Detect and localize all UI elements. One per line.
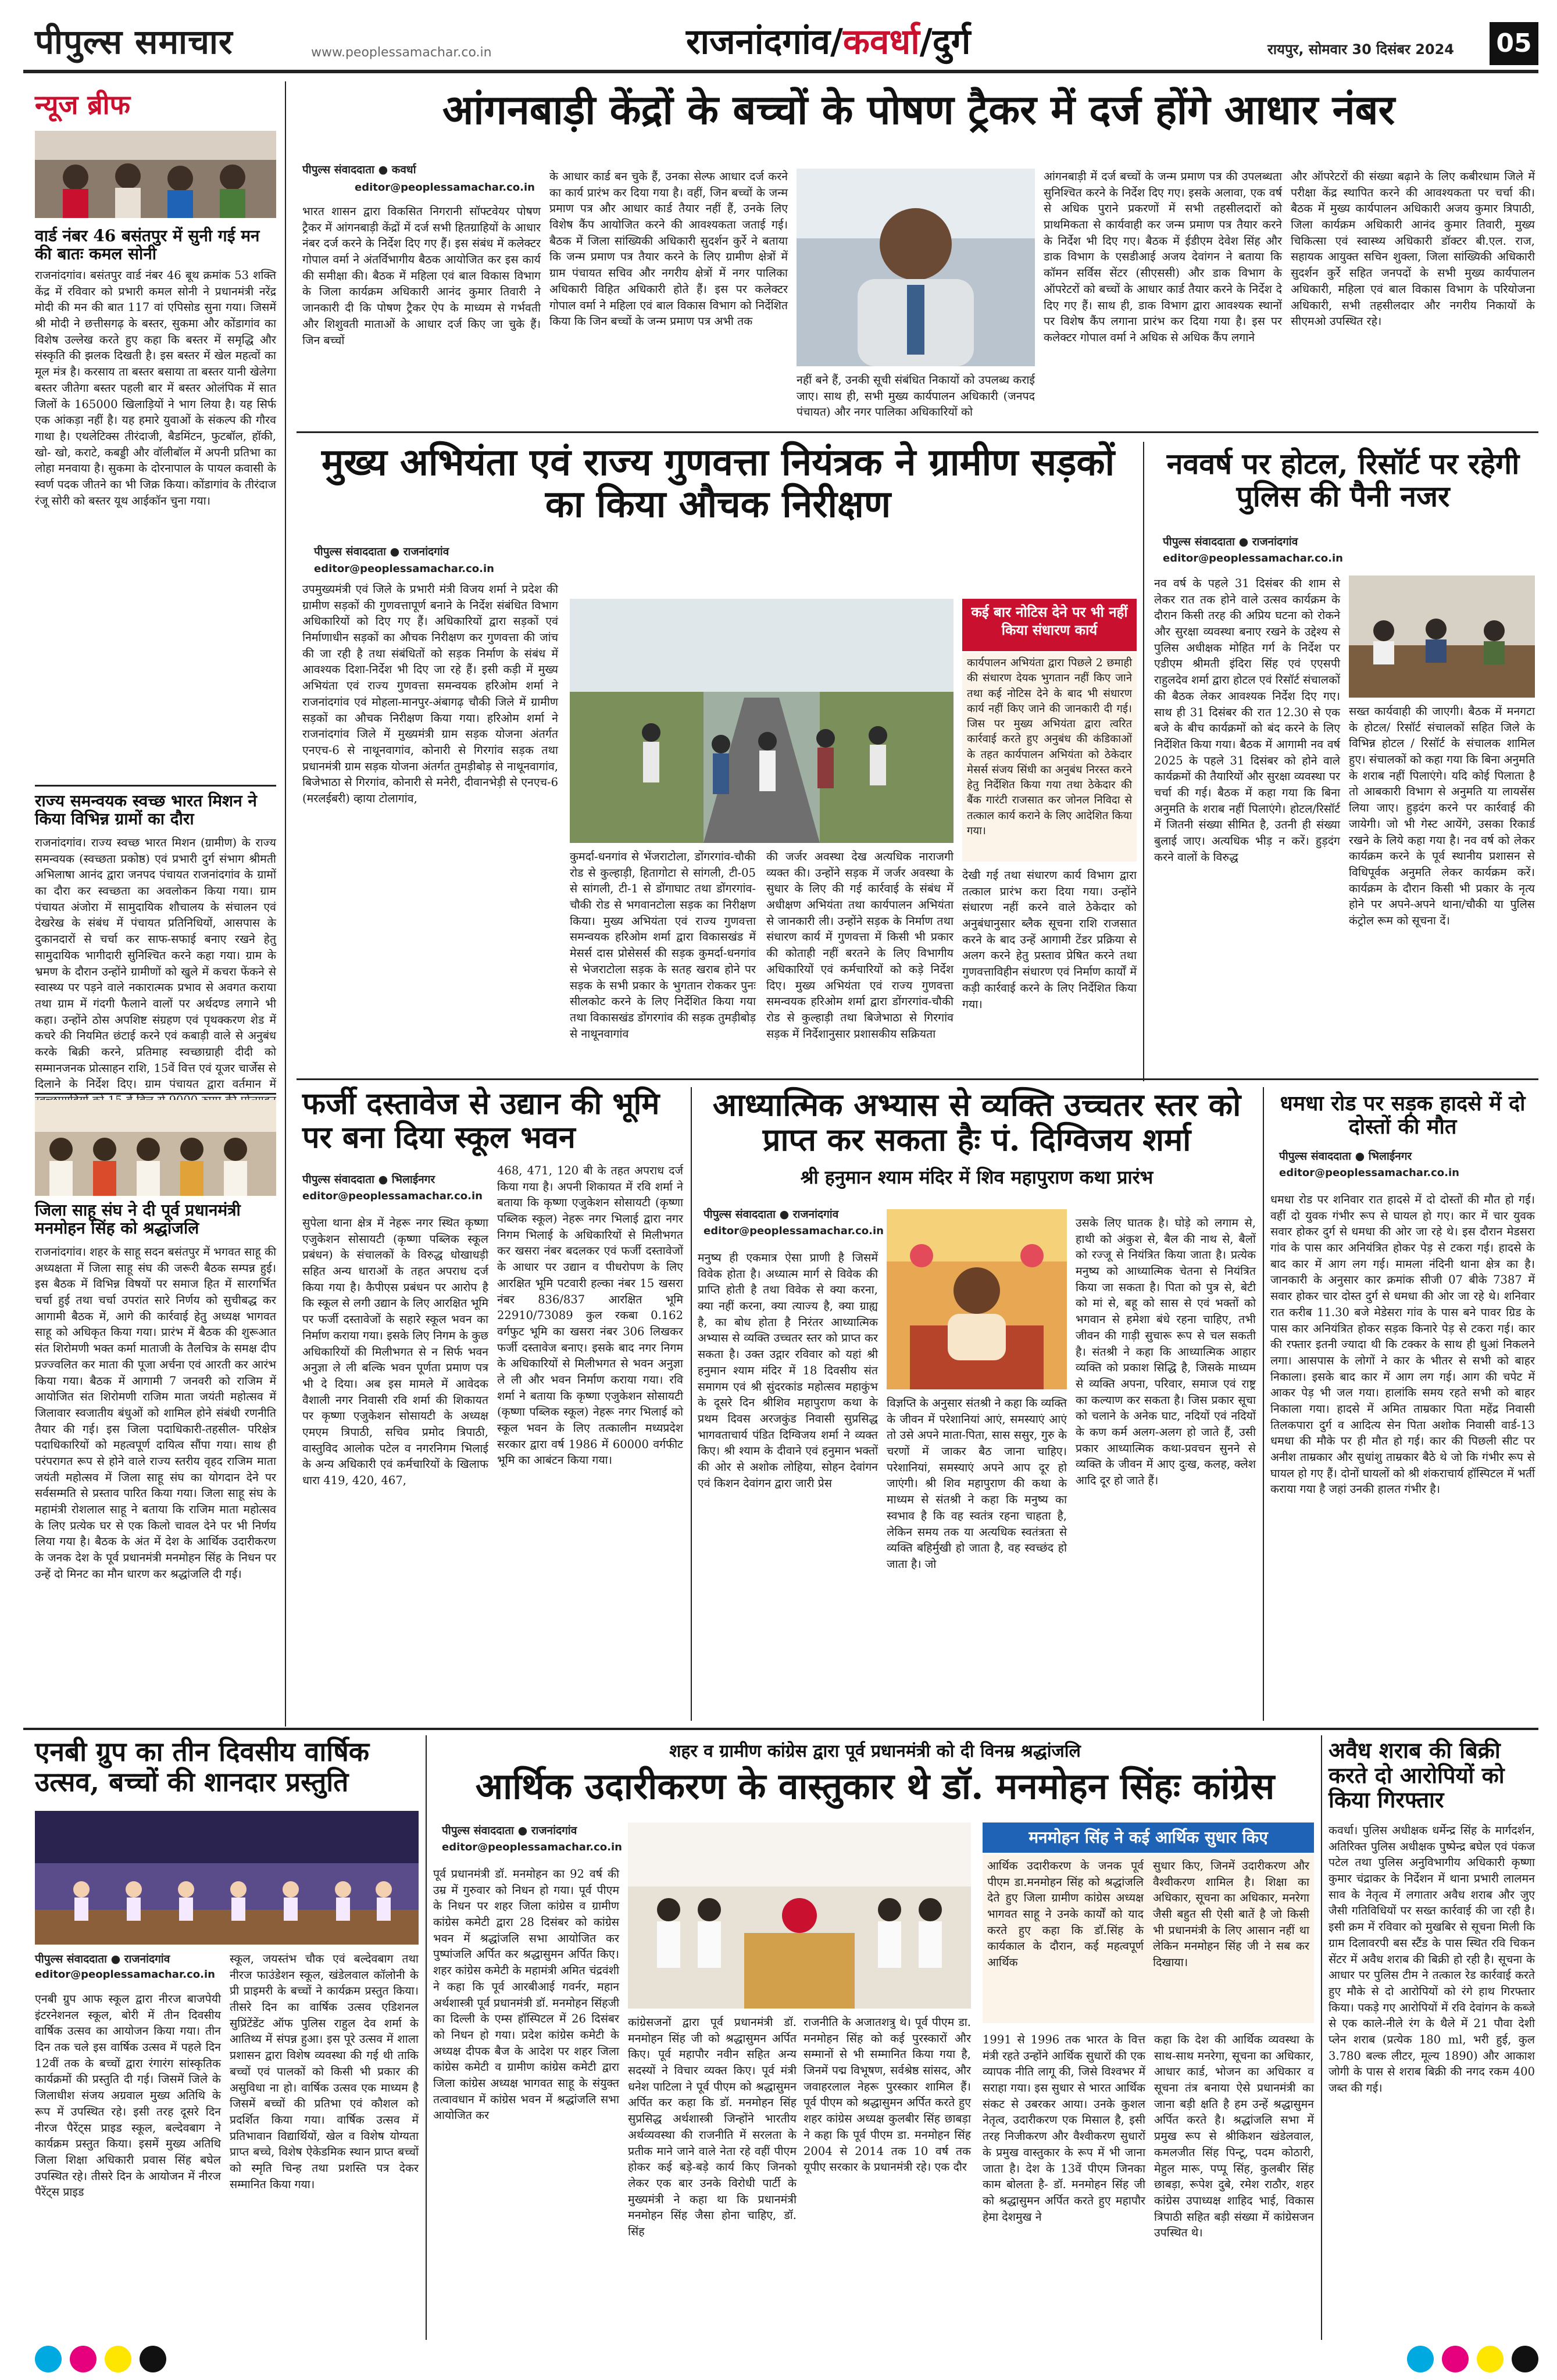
- byline-name: पीपुल्स संवाददाता: [35, 1953, 107, 1966]
- roads-email[interactable]: editor@peoplessamachar.co.in: [314, 563, 494, 575]
- reg-mark-cyan: [1407, 2346, 1434, 2372]
- spiritual-col2: विज्ञप्ति के अनुसार संतश्री ने कहा कि व्यक्ति के जीवन में परेशानियां आएं, समस्याएं आएं तो उसे अपने माता-पिता, सास ससुर, गुरु के चरणों में जाकर बैठ जाना चाहिए। परेशानियां, समस्याएं अपने आप दूर हो जाएंगी। श्री शिव महापुराण की कथा के माध्यम से संतश्री ने कहा कि मनुष्य का स्वभाव है कि वह स्वतंत्र रहना चाहता है, लेकिन समय तक या अत्यधिक स्वतंत्रता से व्यक्ति बहिर्मुखी हो जाता है, वह स्वच्छंद हो जाता है। जो: [887, 1396, 1067, 1571]
- brief-photo-mann-ki-baat: [35, 131, 276, 218]
- section-divider: [297, 1078, 1538, 1080]
- roads-sidebox-body: कार्यपालन अभियंता द्वारा पिछले 2 छमाही की संधारण देयक भुगतान नहीं किए जाने तथा कई नोटिस देने के बाद भी संधारण कार्य नहीं किए जाने की जानकारी दी गई। जिस पर मुख्य अभियंता द्वारा त्वरित कार्रवाई करते हुए अनुबंध की कंडिकाओं के तहत कार्यपालन अभियंता को ठेकेदार मेसर्स संजय सिंधी का अनुबंध निरस्त करने हेतु निर्देशित किया गया तथा ठेकेदार की बैंक गारंटी राजसात कर जोनल निविदा से तत्काल कार्य कराने के लिए आदेशित किया गया।: [962, 652, 1137, 862]
- school-headline: फर्जी दस्तावेज से उद्यान की भूमि पर बना दिया स्कूल भवन: [302, 1086, 660, 1156]
- column-divider: [426, 1735, 427, 2340]
- manmohan-col1: पूर्व प्रधानमंत्री डॉ. मनमोहन का 92 वर्ष की उम्र में गुरुवार को निधन हो गया। पूर्व पीएम के निधन पर शहर जिला कांग्रेस व ग्रामीण कांग्रेस कमेटी द्वारा 28 दिसंबर को कांग्रेस भवन में श्रद्धांजलि सभा आयोजित कर पुष्पांजलि अर्पित कर श्रद्धासुमन अर्पित किए। शहर कांग्रेस कमेटी के महामंत्री अमित चंद्रवंशी ने कहा कि पूर्व आरबीआई गवर्नर, महान अर्थशास्त्री पूर्व प्रधानमंत्री डॉ. मनमोहन सिंहजी का दिल्ली के एम्स हॉस्पिटल में 26 दिसंबर को निधन हो गया। प्रदेश कांग्रेस कमेटी के अध्यक्ष दीपक बैज के आदेश पर शहर जिला कांग्रेस कमेटी व ग्रामीण कांग्रेस कमेटी द्वारा जिला कांग्रेस अध्यक्ष भागवत साहू के संयुक्त तत्वावधान में कांग्रेस भवन में श्रद्धांजलि सभा आयोजित कर: [433, 1867, 619, 2122]
- liquor-headline: अवैध शराब की बिक्री करते दो आरोपियों को किया गिरफ्तार: [1329, 1737, 1505, 1813]
- spiritual-byline: पीपुल्स संवाददाता ● राजनांदगांव: [703, 1208, 839, 1221]
- anganwadi-photo-collector: [797, 169, 1035, 366]
- manmohan-col2: कांग्रेसजनों द्वारा पूर्व प्रधानमंत्री डॉ. मनमोहन सिंह जी को श्रद्धासुमन अर्पित किए। पूर्व महापौर नवीन सहित अन्य सदस्यों ने विचार व्यक्त किए। पूर्व मंत्री धनेश पाटिला ने पूर्व पीएम को श्रद्धासुमन अर्पित कर कहा कि डॉ. मनमोहन सिंह सुप्रसिद्ध अर्थशास्त्री जिन्होंने भारतीय अर्थव्यवस्था की राजनीति में सरलता के प्रतीक माने जाने वाले नेता रहे वहीं पीएम होकर कई बड़े-बड़े कार्य किए जिनको लेकर एक बार उनके विरोधी पार्टी के मुख्यमंत्री ने कहा था कि प्रधानमंत्री मनमोहन सिंह जैसा होना चाहिए, डॉ. सिंह: [628, 2016, 797, 2238]
- byline-name: पीपुल्स संवाददाता: [442, 1824, 514, 1837]
- anganwadi-col3: नहीं बने हैं, उनकी सूची संबंधित निकायों को उपलब्ध कराई जाए। साथ ही, सभी मुख्य कार्यपालन अधिकारी (जनपद पंचायत) और नगर पालिका अधिकारियों को: [797, 373, 1035, 419]
- manmohan-sidebox-a: आर्थिक उदारीकरण के जनक पूर्व पीएम डा.मनमोहन सिंह को श्रद्धांजलि देते हुए जिला ग्रामीण कांग्रेस अध्यक्ष भागवत साहू ने उनके कार्यों को याद करते हुए कहा कि डॉ.सिंह के कार्यकाल के दौरान, कई महत्वपूर्ण आर्थिक: [983, 1854, 1148, 2023]
- reg-mark-yellow: [105, 2346, 131, 2372]
- people-photo-icon: [35, 131, 276, 218]
- spiritual-photo-katha: [887, 1209, 1067, 1389]
- spiritual-headline: आध्यात्मिक अभ्यास से व्यक्ति उच्चतर स्तर को प्राप्त कर सकता हैः पं. दिग्विजय शर्मा: [712, 1086, 1241, 1159]
- newyear-headline: नववर्ष पर होटल, रिसॉर्ट पर रहेगी पुलिस की पैनी नजर: [1166, 446, 1520, 513]
- manmohan-kicker: शहर व ग्रामीण कांग्रेस द्वारा पूर्व प्रधानमंत्री को दी विनम्र श्रद्धांजलि: [669, 1741, 1081, 1761]
- byline-place: राजनांदगांव: [1252, 535, 1298, 548]
- meeting-photo-icon: [35, 1100, 276, 1196]
- manmohan-col4: 1991 से 1996 तक भारत के वित्त मंत्री रहते उन्होंने आर्थिक सुधारों की एक व्यापक नीति लागू की, जिसे विश्वभर में सराहा गया। इस सुधार से भारत आर्थिक संकट से उबरकर आया। उनके कुशल नेतृत्व, उदारीकरण एक मिसाल है, इसी तरह निजीकरण और वैश्वीकरण सुधारों के प्रमुख वास्तुकार के रूप में भी जाना जाता है। देश के 13वें पीएम जिनका काम बोलता है- डॉ. मनमोहन सिंह जी को श्रद्धासुमन अर्पित करते हुए महापौर हेमा देशमुख ने: [983, 2033, 1145, 2224]
- manmohan-sidebox-b: सुधार किए, जिनमें उदारीकरण और वैश्वीकरण शामिल है। शिक्षा का अधिकार, सूचना का अधिकार, मनरेगा जैसी बहुत सी ऐसी बातें है जो किसी भी प्रधानमंत्री के लिए आसान नहीं था लेकिन मनमोहन सिंह जी ने सब कर दिखाया।: [1148, 1854, 1314, 2023]
- tribute-meeting-photo-icon: [628, 1822, 971, 2009]
- news-brief-label: न्यूज ब्रीफ: [35, 89, 131, 120]
- stage-performance-photo-icon: [35, 1811, 419, 1945]
- reg-mark-black: [1512, 2346, 1538, 2372]
- roads-col1: उपमुख्यमंत्री एवं जिले के प्रभारी मंत्री विजय शर्मा ने प्रदेश की ग्रामीण सड़कों की गुणवत्तापूर्ण बनाने के निर्देश संबंधित विभाग अधिकारियों को दिए गए हैं। अधिकारियों द्वारा सड़कों एवं निर्माणाधीन सड़कों का औचक निरीक्षण कर गुणवत्ता की जांच की जा रही है तथा संबंधितों को सड़क निर्माण के संबंध में आवश्यक दिशा-निर्देश भी दिए जा रहे हैं। इसी कड़ी में मुख्य अभियंता एवं राज्य गुणवत्ता समन्वयक हरिओम शर्मा ने राजनांदगांव एवं मोहला-मानपुर-अंबागढ़ चौकी जिले में ग्रामीण सड़कों का औचक निरीक्षण किया गया। हरिओम शर्मा ने राजनांदगांव जिले में मुख्यमंत्री ग्राम सड़क योजना अंतर्गत एनएच-6 से नाथूनवागांव, कोनारी से गिरगांव सड़क तथा प्रधानमंत्री ग्राम सड़क योजना अंतर्गत तुमड़ीबोड़ से नाथूनवागांव, बिजेभाठा से गिरगांव, कोनारी से मनेरी, दीवानभेड़ी से एनएच-6 (मरलईबरी) व्हाया टोलागांव,: [302, 583, 558, 805]
- masthead: [0, 0, 1557, 70]
- byline-place: भिलाईनगर: [391, 1173, 435, 1186]
- column-divider: [691, 1087, 692, 1721]
- byline-name: पीपुल्स संवाददाता: [302, 163, 374, 176]
- column-divider: [1321, 1735, 1322, 2340]
- logo: पीपुल्स समाचार: [35, 22, 233, 62]
- masthead-rule: [23, 70, 1538, 73]
- roads-col4: देखी गई तथा संधारण कार्य विभाग द्वारा तत्काल प्रारंभ करा दिया गया। उन्होंने संधारण नहीं करने वाले ठेकेदार को अनुबंधानुसार ब्लैक सूचना राशि राजसात करने के बाद उन्हें आगामी टेंडर प्रक्रिया से अलग करने हेतु प्रस्ताव प्रेषित करने तथा गुणवत्ताविहीन संधारण एवं निर्माण कार्यों में कड़ी कार्रवाई करने के लिए निर्देशित किया गया।: [962, 869, 1137, 1011]
- brief-1-headline: वार्ड नंबर 46 बसंतपुर में सुनी गई मन की बातः कमल सोनी: [35, 226, 260, 264]
- manmohan-col3: राजनीति के अजातशत्रु थे। पूर्व पीएम डा. मनमोहन सिंह को कई पुरस्कारों और सम्मानों से भी सम्मानित किया गया है, जिनमें पद्म विभूषण, सर्वश्रेष्ठ सांसद, और जवाहरलाल नेहरू पुरस्कार शामिल हैं। पूर्व पीएम को श्रद्धासुमन अर्पित करते हुए शहर कांग्रेस अध्यक्ष कुलबीर सिंह छाबड़ा ने कहा कि पूर्व पीएम डा. मनमोहन सिंह 2004 से 2014 तक 10 वर्ष तक यूपीए सरकार के प्रधानमंत्री रहे। एक दौर: [804, 2016, 971, 2174]
- anganwadi-col2: के आधार कार्ड बन चुके हैं, उनका सेल्फ आधार दर्ज करने का कार्य प्रारंभ कर दिया गया है। वहीं, जिन बच्चों के जन्म प्रमाण पत्र और आधार कार्ड तैयार नहीं हैं, उनके लिए विशेष कैंप आयोजित करने की आवश्यकता जताई गई। बैठक में जिला सांख्यिकी अधिकारी सुदर्शन कुर्रे ने बताया कि जन्म प्रमाण पत्र तैयार करने के लिए ग्रामीण क्षेत्रों में ग्राम पंचायत सचिव और नगरीय क्षेत्रों में नगर पालिका अधिकारी विहित अधिकारी होते हैं। इस पर कलेक्टर गोपाल वर्मा ने महिला एवं बाल विकास विभाग को निर्देशित किया कि जिन बच्चों के जन्म प्रमाण पत्र अभी तक: [549, 170, 788, 328]
- brief-divider: [35, 1093, 276, 1095]
- roads-col2: कुमर्दा-धनगांव से भेंजराटोला, डोंगरगांव-चौकी रोड से कुल्हाड़ी, हितागोटा से सांगली, टी-05 से सांगली, टी-1 से डोंगाघाट तथा डोंगरगांव-चौकी रोड से भगवानटोला सड़क का निरीक्षण किया। मुख्य अभियंता एवं राज्य गुणवत्ता समन्वयक हरिओम शर्मा द्वारा विकासखंड में मेसर्स दास प्रोसेसर्स की सड़क कुमर्दा-धनगांव से भेजराटोला सड़क के सतह खराब होने पर सड़क के सभी प्रकार के भुगतान रोककर पुनः सीलकोट करने के लिए निर्देशित किया गया तथा विकासखंड डोंगरगांव की सड़क तुमड़ीबोड़ से नाथूनवागांव: [570, 850, 756, 1041]
- spiritual-subhead: श्री हनुमान श्याम मंदिर में शिव महापुराण कथा प्रारंभ: [800, 1166, 1154, 1188]
- manmohan-headline: आर्थिक उदारीकरण के वास्तुकार थे डॉ. मनमोहन सिंहः कांग्रेस: [475, 1765, 1275, 1807]
- reg-mark-yellow: [1477, 2346, 1504, 2372]
- brief-2-body: राजनांदगांव। राज्य स्वच्छ भारत मिशन (ग्रामीण) के राज्य समन्वयक (स्वच्छता प्रकोष्ठ) एवं प्रभारी दुर्ग संभाग श्रीमती अभिलाषा आनंद द्वारा जनपद पंचायत राजनांदगांव के ग्रामों का दौरा कर स्वच्छता का अवलोकन किया गया। ग्राम पंचायत अंजोरा में सामुदायिक शौचालय के संचालन एवं देखरेख के संबंध में पंचायत प्रतिनिधियों, आसपास के दुकानदारों से चर्चा कर साफ-सफाई बनाए रखने हेतु सामुदायिक भागीदारी सुनिश्चित करने कहा गया। ग्राम के भ्रमण के दौरान उन्होंने ग्रामीणों को खुले में कचरा फेंकने से स्वास्थ्य पर पड़ने वाले नकारात्मक प्रभाव से अवगत कराया तथा ग्राम में गंदगी फैलाने वालों पर अर्थदण्ड लगाने भी कहा। उन्होंने ठोस अपशिष्ट संग्रहण एवं पृथक्करण शेड में कचरे की नियमित छंटाई करने एवं कबाड़ी वाले से अनुबंध करके बिक्री करने, प्रतिमाह स्वच्छाग्राही दीदी को सम्मानजनक प्रोत्साहन राशि, 15वें वित्त एवं यूजर चार्जेस से दिलाने के निर्देश दिए। ग्राम पंचायत द्वारा वर्तमान में: [35, 836, 276, 1091]
- school-email[interactable]: editor@peoplessamachar.co.in: [302, 1190, 483, 1202]
- school-col1: सुपेला थाना क्षेत्र में नेहरू नगर स्थित कृष्णा एजुकेशन सोसायटी (कृष्णा पब्लिक स्कूल प्रबंधन) के संचालकों के विरुद्ध धोखाधड़ी सहित अन्य धाराओं के तहत अपराध दर्ज किया गया है। कैपीएस प्रबंधन पर आरोप है कि स्कूल से लगी उद्यान के लिए आरक्षित भूमि पर फर्जी दस्तावेजों के सहारे स्कूल भवन का निर्माण कराया गया। इसके लिए निगम के कुछ अधिकारियों की मिलीभगत से न सिर्फ भवन अनुज्ञा ले ली बल्कि भवन पूर्णता प्रमाण पत्र भी दे दिया। अब इस मामले में आवेदक वैशाली नगर निवासी रवि शर्मा की शिकायत पर कृष्णा एजुकेशन सोसायटी के अध्यक्ष एमएम त्रिपाठी, सचिव प्रमोद त्रिपाठी, वास्तुविद आलोक पटेल व नगरनिगम भिलाई के अन्य अधिकारी एवं कर्मचारियों के खिलाफ धारा 419, 420, 467,: [302, 1216, 488, 1487]
- anganwadi-headline: आंगनबाड़ी केंद्रों के बच्चों के पोषण ट्रैकर में दर्ज होंगे आधार नंबर: [442, 85, 1395, 134]
- manmohan-sidebox-title: मनमोहन सिंह ने कई आर्थिक सुधार किए: [983, 1822, 1314, 1853]
- roads-col3: की जर्जर अवस्था देख अत्यधिक नाराजगी व्यक्त की। उन्होंने सड़क में जर्जर अवस्था के सुधार के लिए की गई कार्रवाई के संबंध में अधीक्षण अभियंता तथा कार्यपालन अभियंता से जानकारी ली। उन्होंने सड़क के निर्माण तथा संधारण कार्य में गुणवत्ता में किसी भी प्रकार की कोताही नहीं बरतने के लिए विभागीय अधिकारियों एवं कर्मचारियों को कड़े निर्देश दिए। मुख्य अभियंता एवं राज्य गुणवत्ता समन्वयक हरिओम शर्मा द्वारा डोंगरगांव-चौकी रोड से कुल्हाड़ी तथा बिजेभाठा से गिरगांव सड़क में निर्देशानुसार प्रशासकीय सक्रियता: [766, 850, 954, 1041]
- byline-place: कवर्धा: [391, 163, 416, 176]
- section-title: [686, 16, 970, 64]
- brief-divider: [35, 785, 276, 787]
- page-number: 05: [1490, 22, 1538, 65]
- anganwadi-email[interactable]: editor@peoplessamachar.co.in: [355, 181, 535, 194]
- nbgroup-col1: एनबी ग्रुप आफ स्कूल द्वारा नीरज बाजपेयी इंटरनेशनल स्कूल, बोरी में तीन दिवसीय वार्षिक उत्सव का आयोजन किया गया। तीन दिन तक चले इस वार्षिक उत्सव में पहले दिन 12वीं तक के बच्चों द्वारा रंगारंग सांस्कृतिक कार्यक्रमों की प्रस्तुति दी गई। जिसमें जिले के जिलाधीश संजय अग्रवाल मुख्य अतिथि के रूप में उपस्थित रहे। इसी तरह दूसरे दिन नीरज पैरेंट्स प्राइड स्कूल, बल्देवबाग ने कार्यक्रम प्रस्तुत किया। इसमें मुख्य अतिथि जिला शिक्षा अधिकारी प्रवास सिंह बघेल उपस्थित रहे। तीसरे दिन के आयोजन में नीरज पैरेंट्स प्राइड: [35, 1992, 221, 2199]
- byline-name: पीपुल्स संवाददाता: [703, 1208, 776, 1221]
- anganwadi-col1: भारत शासन द्वारा विकसित निगरानी सॉफ्टवेयर पोषण ट्रैकर में आंगनबाड़ी केंद्रों में दर्ज सभी हितग्राहियों के आधार नंबर दर्ज करने के निर्देश दिए गए हैं। इस संबंध में कलेक्टर गोपाल वर्मा ने अंतर्विभागीय बैठक आयोजित कर इस कार्य की समीक्षा की। बैठक में महिला एवं बाल विकास विभाग के जिला कार्यक्रम अधिकारी आनंद कुमार तिवारी ने जानकारी दी कि पोषण ट्रैकर ऐप के माध्यम से गर्भवती और शिशुवती माताओं के आधार दर्ज किए जा चुके हैं। जिन बच्चों: [302, 205, 541, 347]
- nbgroup-byline: पीपुल्स संवाददाता ● राजनांदगांव: [35, 1953, 170, 1966]
- spiritual-col3: उसके लिए घातक है। घोड़े को लगाम से, हाथी को अंकुश से, बैल की नाथ से, बैलों को रज्जू से नियंत्रित किया जाता है। प्रत्येक मनुष्य को आध्यात्मिक चेतना से नियंत्रित किया जा सकता है। पिता को पुत्र से, बेटी को मां से, बहू को सास से एवं भक्तों को भगवान से हमेशा बंधे रहना चाहिए, तभी जीवन की गाड़ी सुचारू रूप से चल सकती है। संतश्री ने कहा कि आध्यात्मिक आहार व्यक्ति को प्रकाश सिद्धि है, जिसके माध्यम से व्यक्ति अपना, परिवार, समाज एवं राष्ट्र का कल्याण कर सकता है। जिस प्रकार सूचा को चलाने के अनेक घाट, नदियों एवं नदियों के कण कर्म अलग-अलग हो जाते हैं, उसी प्रकार आध्यात्मिक कथा-प्रवचन सुनने से व्यक्ति के जीवन में आए दुःख, कलह, क्लेश आदि दूर हो जाते हैं।: [1076, 1216, 1256, 1487]
- manmohan-photo-tribute: [628, 1822, 971, 2009]
- roads-headline: मुख्य अभियंता एवं राज्य गुणवत्ता नियंत्रक ने ग्रामीण सड़कों का किया औचक निरीक्षण: [321, 441, 1115, 526]
- nbgroup-email[interactable]: editor@peoplessamachar.co.in: [35, 1968, 215, 1981]
- anganwadi-col5: और ऑपरेटरों की संख्या बढ़ाने के लिए कबीरधाम जिले में परीक्षा केंद्र स्थापित करने की आवश्यकता पर चर्चा की। बैठक में मुख्य कार्यपालन अधिकारी अजय कुमार त्रिपाठी, जिला कार्यक्रम अधिकारी आनंद कुमार तिवारी, मुख्य चिकित्सा एवं स्वास्थ्य अधिकारी डॉक्टर बी.एल. राज, सहायक आयुक्त सचिन शुक्ला, जिला सांख्यिकी अधिकारी सुदर्शन कुर्रे सहित जनपदों के सभी मुख्य कार्यपालन अधिकारी, महिला एवं बाल विकास विभाग के परियोजना अधिकारी, सभी तहसीलदार और नगरीय निकायों के सीएमओ उपस्थित रहे।: [1291, 170, 1535, 328]
- roads-sidebox-title: कई बार नोटिस देने पर भी नहीं किया संधारण कार्य: [962, 599, 1137, 651]
- section-divider: [297, 431, 1538, 433]
- dhamtari-byline: पीपुल्स संवाददाता ● भिलाईनगर: [1279, 1150, 1412, 1163]
- brief-3-body: राजनांदगांव। शहर के साहू सदन बसंतपुर में भगवत साहू की अध्यक्षता में जिला साहू संघ की जरूरी बैठक सम्पन्न हुई। इस बैठक में विभिन्न विषयों पर समाज हित में सारगर्भित चर्चा हुई तथा चर्चा उपरांत सारे निर्णय को सुचीबद्ध कर आगामी बैठक में, आगे की कार्रवाई हेतु अध्यक्ष भागवत साहू को अधिकृत किया गया। प्रारंभ में बैठक की शुरूआत संत शिरोमणी भक्त कर्मा माताजी के तैलचित्र के समक्ष दीप प्रज्ज्वलित कर माता की पूजा अर्चना एवं आरती कर आरंभ किया गया। बैठक में आगामी 7 जनवरी को राजिम में आयोजित संत शिरोमणी राजिम माता जयंती महोत्सव में जिलावार स्वजातीय बंधुओं को शामिल होने संबंधी रणनीति तैयार की गई। इस जिला पदाधिकारी-तहसील- परिक्षेत्र पदाधिकारियों को महत्वपूर्ण दायित्व सौंपा गया। साथ ही परंपरागत रूप से होने वाले राज्य स्तरीय वृहद राजिम माता जयंती महोत्सव में जिला साहू संघ का योगदान देने पर सर्वसम्मति से प्रस्ताव पारित किया गया। जिला साहू संघ के महामंत्री रोशलाल साहू ने बताया कि राजिम माता महोत्सव के लिए प्रत्येक घर से एक किलो चावल देने पर भी निर्णय लिया गया है। बैठक के अंत में देश के आर्थिक उदारीकरण के जनक देश के पूर्व प्रधानमंत्री मनमोहन सिंह के निधन पर उन्हें दो मिनट का मौन धारण कर श्रद्धांजलि दी गई।: [35, 1245, 276, 1581]
- roads-photo-inspection: [570, 599, 954, 843]
- newyear-email[interactable]: editor@peoplessamachar.co.in: [1163, 552, 1343, 564]
- meeting-room-photo-icon: [1349, 576, 1535, 698]
- byline-name: पीपुल्स संवाददाता: [314, 545, 386, 558]
- reg-mark-magenta: [70, 2346, 97, 2372]
- column-divider: [1143, 442, 1144, 1081]
- byline-place: राजनांदगांव: [403, 545, 449, 558]
- issue-date: रायपुर, सोमवार 30 दिसंबर 2024: [1267, 41, 1455, 58]
- left-column-divider: [285, 81, 286, 1727]
- byline-place: राजनांदगांव: [124, 1953, 170, 1966]
- nbgroup-headline: एनबी ग्रुप का तीन दिवसीय वार्षिक उत्सव, बच्चों की शानदार प्रस्तुति: [35, 1736, 370, 1797]
- roads-byline: पीपुल्स संवाददाता ● राजनांदगांव: [314, 545, 449, 558]
- byline-name: पीपुल्स संवाददाता: [1163, 535, 1235, 548]
- brief-1-body: राजनांदगांव। बसंतपुर वार्ड नंबर 46 बूथ क्रमांक 53 शक्ति केंद्र में रविवार को प्रभारी कमल सोनी ने प्रधानमंत्री नरेंद्र मोदी की मन की बात 117 वां एपिसोड सुना गया। जिसमें श्री मोदी ने छत्तीसगढ़ के बस्तर, सुकमा और कोंडागांव का विशेष उल्लेख करते हुए कहा कि बस्तर में समृद्धि और संस्कृति की झलक दिखती है। इस बस्तर में खेल महत्वों का मूल मंत्र है। करसाय ता बस्तर बसाया ता बस्तर यानी खेलेगा बस्तर जीतेगा बस्तर पहली बार में बस्तर ओलंपिक में सात जिलों के 165000 खिलाड़ियों ने भाग लिया है। यह सिर्फ एक आंकड़ा नहीं है। यह हमारे युवाओं के संकल्प की गौरव गाथा है। एथलेटिक्स तीरंदाजी, बैडमिंटन, फुटबॉल, हॉकी, खो- खो, कराटे, कबड्डी और वॉलीबॉल में अपनी प्रतिभा का लोहा मनवाया है। सुकमा के दोरनापाल के पायल कवासी के स्वर्ण पदक जीतने का भी जिक्र किया। कोंडागांव के तीरंदाज रंजू सोरी को बस्तर यूथ आईकॉन चुना गया।: [35, 269, 276, 508]
- brief-photo-sahu-sangh: [35, 1100, 276, 1196]
- print-registration-marks: [35, 2346, 1538, 2375]
- anganwadi-col4: आंगनबाड़ी में दर्ज बच्चों के जन्म प्रमाण पत्र की उपलब्धता सुनिश्चित करने के निर्देश दिए गए। इसके अलावा, एक वर्ष से अधिक पुराने प्रकरणों में सभी तहसीलदारों को प्राथमिकता से कार्यवाही कर जन्म प्रमाण पत्र तैयार करने के निर्देश भी दिए गए। बैठक में ईडीएम देवेश सिंह और डाक विभाग के एसडीआई अजय देवांगन ने बताया कि कॉमन सर्विस सेंटर (सीएससी) और डाक विभाग के ऑपरेटरों को बच्चों के आधार कार्ड तैयार करने के निर्देश दे दिए गए हैं। साथ ही, डाक विभाग द्वारा आवश्यक स्थानों पर विशेष कैंप लगाना प्रारंभ कर दिया गया है। इस पर कलेक्टर गोपाल वर्मा ने अधिक से अधिक कैंप लगाने: [1044, 170, 1282, 344]
- newyear-col1: नव वर्ष के पहले 31 दिसंबर की शाम से लेकर रात तक होने वाले उत्सव कार्यक्रम के दौरान किसी तरह की अप्रिय घटना को रोकने और सुरक्षा व्यवस्था बनाए रखने के उद्देश्य से पुलिस अधीक्षक मोहित गर्ग के निर्देश पर एडीएम श्रीमती इंदिरा सिंह एवं एएसपी राहुलदेव शर्मा द्वारा होटल एवं रिसॉर्ट संचालकों की बैठक लेकर आवश्यक निर्देश दिए गए। साथ ही 31 दिसंबर की रात 12.30 से एक बजे के बीच कार्यक्रमों को बंद करने के लिए निर्देशित किया गया। बैठक में आगामी नव वर्ष 2025 के पहले 31 दिसंबर को होने वाले कार्यक्रमों की तैयारियों और सुरक्षा व्यवस्था पर चर्चा की गई। बैठक में कहा गया कि बिना अनुमति के शराब नहीं पिलाएंगे। होटल/रिसॉर्ट में जितनी संख्या सीमित है, उतनी ही संख्या बुलाई जाए। अत्यधिक भीड़ न करें। हुड़दंग करने वालों के विरुद्ध: [1154, 577, 1340, 864]
- byline-place: राजनांदगांव: [792, 1208, 839, 1221]
- newyear-photo-meeting: [1349, 576, 1535, 698]
- section-city-kawardha: कवर्धा: [842, 22, 920, 62]
- nbgroup-col2: स्कूल, जयस्तंभ चौक एवं बल्देवबाग तथा नीरज फाउंडेशन स्कूल, खंडेलवाल कॉलोनी के प्री प्राइमरी के बच्चों ने कार्यक्रम प्रस्तुत किया। तीसरे दिन का वार्षिक उत्सव एडिशनल सुप्रिंटेंडेंट ऑफ पुलिस राहुल देव शर्मा के आतिथ्य में संपन्न हुआ। इस पूरे उत्सव में शाला प्रशासन द्वारा विशेष व्यवस्था की गई थी ताकि बच्चों एवं पालकों को किसी भी प्रकार की असुविधा ना हो। वार्षिक उत्सव एक माध्यम है जिसमें बच्चों की प्रतिभा एवं कौशल को प्रदर्शित किया गया। वार्षिक उत्सव में प्रतिभावान विद्यार्थियों, खेल व विशेष योग्यता प्राप्त बच्चे, विशेष ऐकेडमिक स्थान प्राप्त बच्चों को स्मृति चिन्ह तथा प्रशस्ति पत्र देकर सम्मानित किया गया।: [230, 1952, 419, 2191]
- spiritual-email[interactable]: editor@peoplessamachar.co.in: [703, 1225, 884, 1237]
- manmohan-col5: कहा कि देश की आर्थिक व्यवस्था के साथ-साथ मनरेगा, सूचना का अधिकार, आधार कार्ड, भोजन का अधिकार व सूचना तंत्र बनाया ऐसे प्रधानमंत्री का जाना बड़ी क्षति है हम उन्हें श्रद्धासुमन अर्पित करते है। श्रद्धांजलि सभा में प्रमुख रूप से श्रीकिशन खंडेलवाल, कमलजीत सिंह पिन्टू, पदम कोठारी, मेहुल मारू, पप्पू सिंह, कुलबीर सिंह छाबड़ा, रूपेश दुबे, रमेश राठौर, शहर कांग्रेस उपाध्यक्ष शाहिद भाई, विकास त्रिपाठी सहित बड़ी संख्या में कांग्रेसजन उपस्थित थे।: [1154, 2033, 1314, 2240]
- dhamtari-body: धमधा रोड पर शनिवार रात हादसे में दो दोस्तों की मौत हो गई। वहीं दो युवक गंभीर रूप से घायल हो गए। कार में चार युवक सवार होकर दुर्ग से धमधा की ओर जा रहे थे। इस दौरान मेडसरा गांव के पास कार अनियंत्रित होकर पेड़ से टकरा गई। हादसे के बाद कार में आग लग गई। मामला नंदिनी थाना क्षेत्र का है। जानकारी के अनुसार कार क्रमांक सीजी 07 बीके 7387 में सवार होकर चार दोस्त दुर्ग से धमधा की ओर जा रहे थे। शनिवार रात करीब 11.30 बजे मेडेसरा गांव के पास बने पावर ग्रिड के पास कार अनियंत्रित होकर सड़क किनारे पेड़ से टकरा गई। कार की रफ्तार इतनी ज्यादा थी कि टक्कर के साथ ही धुआं निकलने लगा। आसपास के लोगों ने कार के भीतर से सभी को बाहर निकाला। इसके बाद कार में आग लग गई। आग की चपेट में आकर पेड़ भी जल गया। हालांकि समय रहते सभी को बाहर निकाला गया। हादसे में अमित ताम्रकार पिता महेंद्र निवासी तिलकपारा दुर्ग व आदित्य सेन पिता अशोक निवासी वार्ड-13 धमधा की मौके पर ही मौत हो गई। कार की पिछली सीट पर अनीश ताम्रकार और सुधांशु ताम्रकार बैठे थे जो कि गंभीर रूप से घायल हो गए हैं। दोनों घायलों को श्री शंकराचार्य हॉस्पिटल में भर्ती कराया गया है जहां उनकी हालत गंभीर है।: [1270, 1193, 1535, 1496]
- brief-2-headline: राज्य समन्वयक स्वच्छ भारत मिशन ने किया विभिन्न ग्रामों का दौरा: [35, 791, 257, 829]
- school-col2: 468, 471, 120 बी के तहत अपराध दर्ज किया गया है। अपनी शिकायत में रवि शर्मा ने बताया कि कृष्णा एजुकेशन सोसायटी (कृष्णा पब्लिक स्कूल) नेहरू नगर भिलाई द्वारा नगर निगम भिलाई के अधिकारियों से मिलीभगत कर खसरा नंबर बदलकर एवं फर्जी दस्तावेजों के आधार पर उद्यान व पीधरोपण के लिए आरक्षित भूमि पटवारी हल्का नंबर 15 खसरा नंबर 836/837 आरक्षित भूमि 22910/73089 कुल रकबा 0.162 वर्गफुट भूमि का खसरा नंबर 306 लिखकर फर्जी दस्तावेज बनाए। इसके बाद नगर निगम के अधिकारियों से मिलीभगत से भवन अनुज्ञा ले ली और भवन निर्माण कराया गया। रवि शर्मा ने बताया कि कृष्णा एजुकेशन सोसायटी (कृष्णा पब्लिक स्कूल) नेहरू नगर भिलाई को स्कूल भवन के लिए तत्कालीन मध्यप्रदेश सरकार द्वारा वर्ष 1986 में 60000 वर्गफीट भूमि का आबंटन किया गया।: [497, 1164, 683, 1467]
- anganwadi-byline: पीपुल्स संवाददाता ● कवर्धा: [302, 163, 416, 176]
- reg-mark-cyan: [35, 2346, 62, 2372]
- brief-3-headline: जिला साहू संघ ने दी पूर्व प्रधानमंत्री मनमोहन सिंह को श्रद्धांजलि: [35, 1200, 241, 1238]
- newyear-col2: सख्त कार्यवाही की जाएगी। बैठक में मनगटा के होटल/ रिसॉर्ट संचालकों सहित जिले के विभिन्न होटल / रिसॉर्ट के संचालक शामिल हुए। संचालकों को कहा गया कि बिना अनुमति के शराब नहीं पिलाएंगे। यदि कोई पिलाता है तो आबकारी विभाग से अनुमति या लायसेंस लिया जाए। हुड़दंग करने पर कार्रवाई की जायेगी। जो भी गेस्ट आयेंगे, उसका रिकार्ड रखने के लिये कहा गया है। नव वर्ष को लेकर कार्यक्रम करने के पूर्व स्थानीय प्रशासन से विधिपूर्वक अनुमति लेकर कार्यक्रम करें। कार्यक्रम के दौरान किसी भी प्रकार के नृत्य होने पर अपने-अपने थाना/चौकी या पुलिस कंट्रोल रूम को सूचना दें।: [1349, 705, 1535, 927]
- section-city-durg: /दुर्ग: [919, 22, 971, 62]
- school-byline: पीपुल्स संवाददाता ● भिलाईनगर: [302, 1173, 435, 1186]
- manmohan-email[interactable]: editor@peoplessamachar.co.in: [442, 1841, 622, 1853]
- dhamtari-headline: धमधा रोड पर सड़क हादसे में दो दोस्तों की मौत: [1280, 1091, 1526, 1139]
- dhamtari-email[interactable]: editor@peoplessamachar.co.in: [1279, 1167, 1459, 1179]
- liquor-body: कवर्धा। पुलिस अधीक्षक धर्मेन्द्र सिंह के मार्गदर्शन, अतिरिक्त पुलिस अधीक्षक पुष्पेन्द्र बघेल एवं पंकज पटेल तथा पुलिस अनुविभागीय अधिकारी कृष्णा कुमार चंद्राकर के निर्देशन में थाना प्रभारी लालमन साव के नेतृत्व में लगातार अवैध शराब और जुए जैसी गतिविधियों पर सख्त कार्रवाई की जा रही है। इसी क्रम में रविवार को मुखबिर से सूचना मिली कि ग्राम दिलावरपी बस स्टैंड के पास स्थित रवि चिकन सेंटर में अवैध शराब की बिक्री हो रही है। सूचना के आधार पर पुलिस टीम ने तत्काल रेड कार्रवाई करते हुए मौके से दो आरोपियों को रंगे हाथ गिरफ्तार किया। पकड़े गए आरोपियों में रवि देवांगन के कब्जे से एक काले-नीले रंग के थैले में 21 पौवा देशी प्लेन शराब (प्रत्येक 180 ml, भरी हुई, कुल 3.780 बल्क लीटर, मूल्य 1890) और आकाश जोगी के पास से शराब बिक्री की नगद रकम 400 जब्त की गई।: [1329, 1824, 1535, 2095]
- katha-stage-photo-icon: [887, 1209, 1067, 1389]
- website-url: www.peoplessamachar.co.in: [311, 45, 492, 60]
- byline-name: पीपुल्स संवाददाता: [302, 1173, 374, 1186]
- byline-place: भिलाईनगर: [1368, 1150, 1412, 1163]
- road-inspection-photo-icon: [570, 599, 954, 843]
- reg-mark-black: [140, 2346, 166, 2372]
- spiritual-col1: मनुष्य ही एकमात्र ऐसा प्राणी है जिसमें विवेक होता है। अध्यात्म मार्ग से विवेक की प्राप्ति होती है तथा विवेक से क्या करना, क्या नहीं करना, क्या त्याज्य है, क्या ग्राह्य है, का बोध होता है निरंतर आध्यात्मिक अभ्यास से व्यक्ति उच्चतर स्तर को प्राप्त कर सकता है। उक्त उद्गार रविवार को यहां श्री हनुमान श्याम मंदिर में 18 दिवसीय संत समागम एवं श्री सुंदरकांड महोत्सव महाकुंभ के दूसरे दिन श्रीशिव महापुराण कथा के प्रथम दिवस अरजकुंड निवासी सुप्रसिद्ध भागवताचार्य पंडित दिग्विजय शर्मा ने व्यक्त किए। श्री श्याम के दीवाने एवं हनुमान भक्तों की ओर से अशोक लोहिया, सोहन देवांगन एवं किशन देवांगन द्वारा जारी प्रेस: [698, 1251, 878, 1490]
- byline-place: राजनांदगांव: [531, 1824, 577, 1837]
- column-divider: [1263, 1087, 1264, 1721]
- section-city-rajnandgaon: राजनांदगांव/: [686, 22, 843, 62]
- reg-mark-magenta: [1442, 2346, 1469, 2372]
- section-divider: [23, 1728, 1538, 1730]
- newyear-byline: पीपुल्स संवाददाता ● राजनांदगांव: [1163, 535, 1298, 548]
- manmohan-byline: पीपुल्स संवाददाता ● राजनांदगांव: [442, 1824, 577, 1837]
- nbgroup-photo-stage: [35, 1811, 419, 1945]
- portrait-photo-icon: [797, 169, 1035, 366]
- byline-name: पीपुल्स संवाददाता: [1279, 1150, 1351, 1163]
